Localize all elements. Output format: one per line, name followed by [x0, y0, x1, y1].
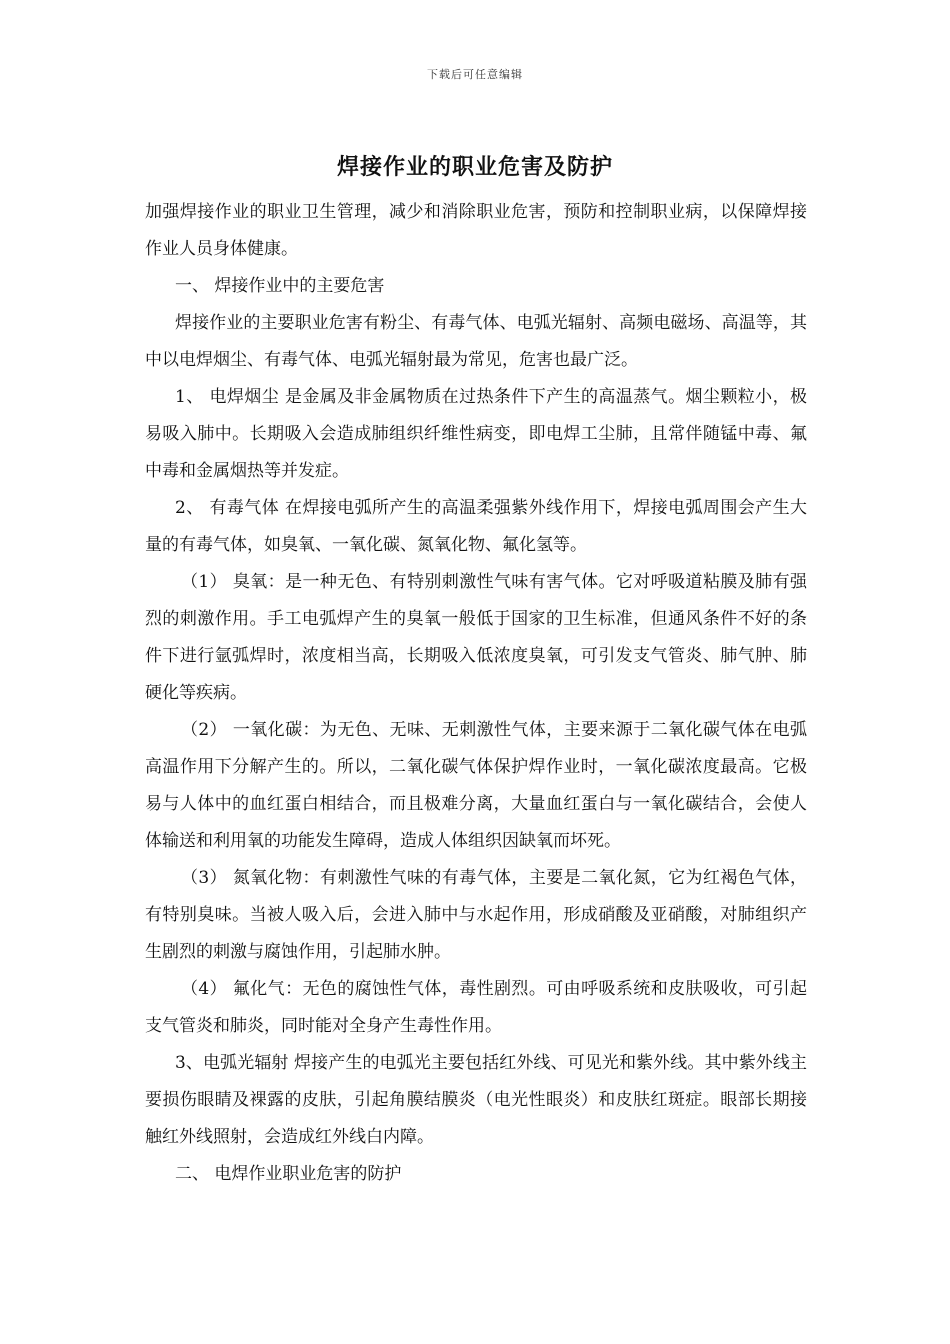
paragraph: 焊接作业的主要职业危害有粉尘、有毒气体、电弧光辐射、高频电磁场、高温等，其中以电焊烟尘、有毒气体、电弧光辐射最为常见，危害也最广泛。 [145, 313, 807, 370]
paragraph: （2） 一氧化碳：为无色、无味、无刺激性气体，主要来源于二氧化碳气体在电弧高温作用下分解产生的。所以，二氧化碳气体保护焊作业时，一氧化碳浓度最高。它极易与人体中的血红蛋白相结合，而且极难分离，大量血红蛋白与一氧化碳结合，会使人体输送和利用氧的功能发生障碍，造成人体组织因缺氧而坏死。 [145, 720, 807, 851]
paragraph: 1、 电焊烟尘 是金属及非金属物质在过热条件下产生的高温蒸气。烟尘颗粒小，极易吸入肺中。长期吸入会造成肺组织纤维性病变，即电焊工尘肺，且常伴随锰中毒、氟中毒和金属烟热等并发症。 [145, 387, 807, 481]
document-body [145, 194, 807, 1193]
paragraph-intro: 加强焊接作业的职业卫生管理，减少和消除职业危害，预防和控制职业病，以保障焊接作业人员身体健康。 [145, 202, 807, 259]
paragraph: （1） 臭氧：是一种无色、有特别刺激性气味有害气体。它对呼吸道粘膜及肺有强烈的刺激作用。手工电弧焊产生的臭氧一般低于国家的卫生标准，但通风条件不好的条件下进行氩弧焊时，浓度相当高，长期吸入低浓度臭氧，可引发支气管炎、肺气肿、肺硬化等疾病。 [145, 572, 807, 703]
section-heading-1: 一、 焊接作业中的主要危害 [175, 276, 385, 296]
paragraph: 2、 有毒气体 在焊接电弧所产生的高温柔强紫外线作用下，焊接电弧周围会产生大量的有毒气体，如臭氧、一氧化碳、氮氧化物、氟化氢等。 [145, 498, 807, 555]
paragraph: （4） 氟化气：无色的腐蚀性气体，毒性剧烈。可由呼吸系统和皮肤吸收，可引起支气管炎和肺炎，同时能对全身产生毒性作用。 [145, 979, 807, 1036]
section-heading-2: 二、 电焊作业职业危害的防护 [175, 1164, 402, 1184]
document-title: 焊接作业的职业危害及防护 [336, 155, 613, 180]
paragraph: （3） 氮氧化物：有刺激性气味的有毒气体，主要是二氧化氮，它为红褐色气体，有特别臭味。当被人吸入后，会进入肺中与水起作用，形成硝酸及亚硝酸，对肺组织产生剧烈的刺激与腐蚀作用，引起肺水肿。 [145, 868, 807, 962]
header-note: 下载后可任意编辑 [427, 68, 523, 81]
paragraph: 3、电弧光辐射 焊接产生的电弧光主要包括红外线、可见光和紫外线。其中紫外线主要损伤眼睛及裸露的皮肤，引起角膜结膜炎（电光性眼炎）和皮肤红斑症。眼部长期接触红外线照射，会造成红外线白内障。 [145, 1053, 807, 1147]
